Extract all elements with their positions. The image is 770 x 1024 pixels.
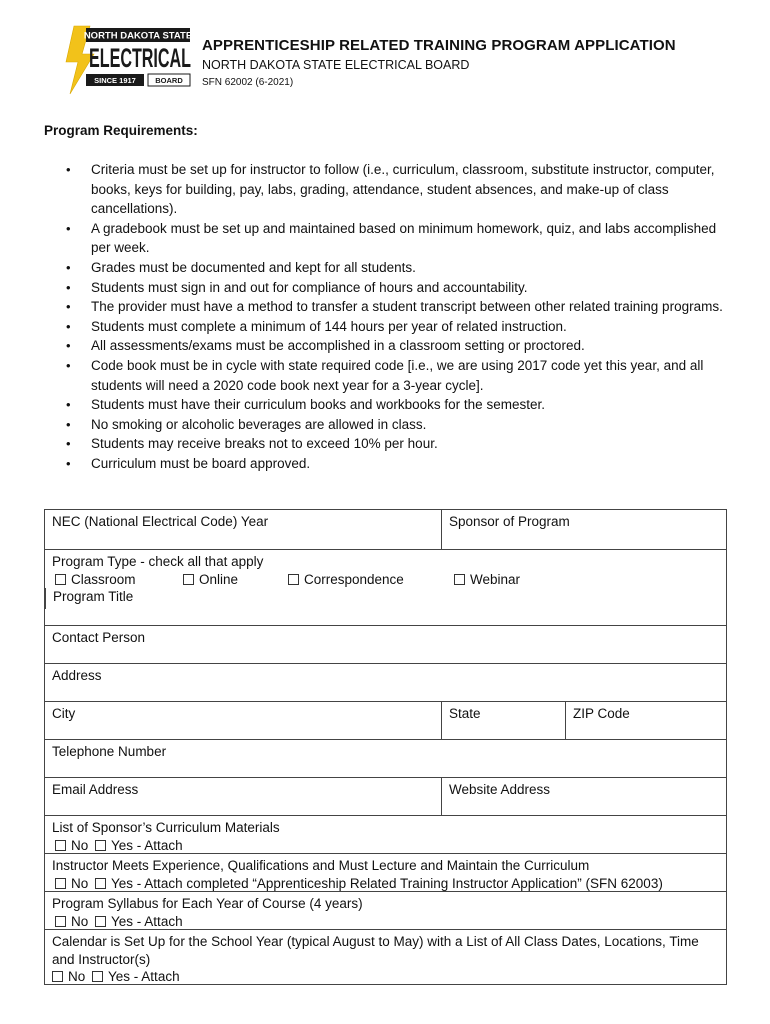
contact-person-label: Contact Person [52, 630, 146, 645]
city-label: City [52, 706, 76, 721]
row-syllabus [45, 891, 726, 929]
curriculum-materials-field [45, 816, 726, 853]
bullet-icon: • [66, 299, 71, 315]
instructor-no-label: No [71, 875, 89, 891]
bullet-icon: • [66, 455, 71, 471]
requirement-text: No smoking or alcoholic beverages are allowed in class. [91, 416, 427, 432]
row-contact [45, 625, 726, 663]
logo-text-main: ELECTRICAL [89, 43, 191, 73]
requirement-text: Curriculum must be board approved. [91, 455, 311, 471]
telephone-label: Telephone Number [52, 744, 167, 759]
row-email-website [45, 777, 726, 815]
requirement-item [66, 356, 726, 395]
instructor-no-checkbox[interactable] [55, 878, 66, 889]
bullet-icon: • [66, 357, 71, 373]
requirement-item [66, 395, 726, 415]
email-field[interactable] [45, 778, 441, 815]
instructor-field [45, 854, 726, 891]
calendar-yes-label: Yes - Attach [108, 969, 180, 984]
classroom-label: Classroom [71, 571, 136, 587]
calendar-no-label: No [68, 969, 86, 984]
requirement-item [66, 219, 726, 258]
website-field[interactable] [441, 778, 726, 815]
state-field[interactable] [441, 702, 565, 739]
row-type-title [45, 549, 726, 625]
correspondence-checkbox[interactable] [288, 574, 299, 585]
logo-since: SINCE 1917 [94, 76, 136, 85]
nd-electrical-board-logo [60, 24, 192, 96]
webinar-checkbox[interactable] [454, 574, 465, 585]
contact-person-field[interactable] [45, 626, 726, 663]
instructor-yes-checkbox[interactable] [95, 878, 106, 889]
bullet-icon: • [66, 220, 71, 236]
row-calendar [45, 929, 726, 984]
program-type-label: Program Type - check all that apply [52, 554, 264, 569]
application-form [44, 509, 727, 985]
classroom-checkbox[interactable] [55, 574, 66, 585]
bullet-icon: • [66, 279, 71, 295]
calendar-label: Calendar is Set Up for the School Year (typical August to May) with a List of All Class Dates, Locations, Time and Instructor(s) [52, 934, 699, 967]
requirement-text: Code book must be in cycle with state required code [i.e., we are using 2017 code yet this year, and all students will need a 2020 code book next year for a 3-year cycle]. [91, 357, 704, 393]
row-curriculum-materials [45, 815, 726, 853]
syllabus-yes-checkbox[interactable] [95, 916, 106, 927]
telephone-field[interactable] [45, 740, 726, 777]
requirement-item [66, 434, 726, 454]
requirement-text: The provider must have a method to transfer a student transcript between other related training programs. [91, 299, 723, 315]
curriculum-materials-label: List of Sponsor’s Curriculum Materials [52, 820, 280, 835]
email-label: Email Address [52, 782, 139, 797]
board-name: NORTH DAKOTA STATE ELECTRICAL BOARD [202, 58, 470, 72]
bullet-icon: • [66, 416, 71, 432]
bullet-icon: • [66, 259, 71, 275]
program-title-label: Program Title [53, 589, 134, 604]
requirement-item [66, 454, 726, 474]
requirement-item [66, 297, 726, 317]
nec-year-field[interactable] [45, 510, 441, 549]
program-type-field [45, 550, 726, 588]
row-nec-sponsor [45, 510, 726, 549]
requirement-text: Grades must be documented and kept for all students. [91, 259, 416, 275]
program-type-options [52, 571, 719, 589]
requirement-text: Students may receive breaks not to exceed 10% per hour. [91, 436, 438, 452]
syllabus-field [45, 892, 726, 929]
bullet-icon: • [66, 318, 71, 334]
syllabus-no-label: No [71, 913, 89, 929]
online-label: Online [199, 571, 239, 587]
requirement-item [66, 336, 726, 356]
requirements-heading: Program Requirements: [44, 123, 198, 138]
requirement-text: A gradebook must be set up and maintained based on minimum homework, quiz, and labs accomplished per week. [91, 220, 717, 256]
online-checkbox[interactable] [183, 574, 194, 585]
bullet-icon: • [66, 338, 71, 354]
logo-board: BOARD [155, 76, 183, 85]
online-option[interactable] [180, 571, 285, 589]
requirements-list [66, 160, 726, 474]
instructor-label: Instructor Meets Experience, Qualifications and Must Lecture and Maintain the Curriculum [52, 858, 590, 873]
calendar-no-checkbox[interactable] [52, 971, 63, 982]
bullet-icon: • [66, 162, 71, 177]
nec-year-label: NEC (National Electrical Code) Year [52, 514, 269, 529]
program-title-field[interactable] [45, 588, 726, 609]
requirement-item [66, 317, 726, 337]
requirement-text: All assessments/exams must be accomplished in a classroom setting or proctored. [91, 338, 585, 354]
requirement-text: Criteria must be set up for instructor to follow (i.e., curriculum, classroom, substitute instructor, computer, books, keys for building, pay, labs, grading, attendance, student absences, and make-up of class cancellations). [91, 162, 715, 217]
state-label: State [449, 706, 481, 721]
curriculum-yes-label: Yes - Attach [111, 837, 183, 853]
correspondence-option[interactable] [285, 571, 451, 589]
requirement-text: Students must complete a minimum of 144 hours per year of related instruction. [91, 318, 567, 334]
zip-label: ZIP Code [573, 706, 630, 721]
requirement-item [66, 258, 726, 278]
syllabus-no-checkbox[interactable] [55, 916, 66, 927]
calendar-field [45, 930, 726, 984]
bullet-icon: • [66, 436, 71, 452]
logo-text-top: NORTH DAKOTA STATE [83, 30, 193, 42]
website-label: Website Address [449, 782, 551, 797]
instructor-yes-label: Yes - Attach completed “Apprenticeship Related Training Instructor Application” (SFN 62003) [111, 875, 663, 891]
sponsor-label: Sponsor of Program [449, 514, 570, 529]
curriculum-no-checkbox[interactable] [55, 840, 66, 851]
requirement-text: Students must have their curriculum books and workbooks for the semester. [91, 397, 545, 413]
requirement-item [66, 415, 726, 435]
address-field[interactable] [45, 664, 726, 701]
requirement-item [66, 160, 726, 219]
row-address [45, 663, 726, 701]
webinar-label: Webinar [470, 571, 521, 587]
sponsor-field[interactable] [441, 510, 726, 549]
row-city-state-zip [45, 701, 726, 739]
requirement-text: Students must sign in and out for compliance of hours and accountability. [91, 279, 528, 295]
classroom-option[interactable] [52, 571, 180, 589]
row-instructor [45, 853, 726, 891]
syllabus-label: Program Syllabus for Each Year of Course (4 years) [52, 896, 363, 911]
requirement-item [66, 278, 726, 298]
form-number: SFN 62002 (6-2021) [202, 77, 294, 88]
curriculum-no-label: No [71, 837, 89, 853]
zip-field[interactable] [565, 702, 726, 739]
syllabus-yes-label: Yes - Attach [111, 913, 183, 929]
correspondence-label: Correspondence [304, 571, 404, 587]
calendar-yes-checkbox[interactable] [92, 971, 103, 982]
webinar-option[interactable] [451, 571, 520, 589]
curriculum-yes-checkbox[interactable] [95, 840, 106, 851]
bullet-icon: • [66, 397, 71, 413]
document-title: APPRENTICESHIP RELATED TRAINING PROGRAM APPLICATION [202, 37, 676, 54]
address-label: Address [52, 668, 102, 683]
city-field[interactable] [45, 702, 441, 739]
row-telephone [45, 739, 726, 777]
